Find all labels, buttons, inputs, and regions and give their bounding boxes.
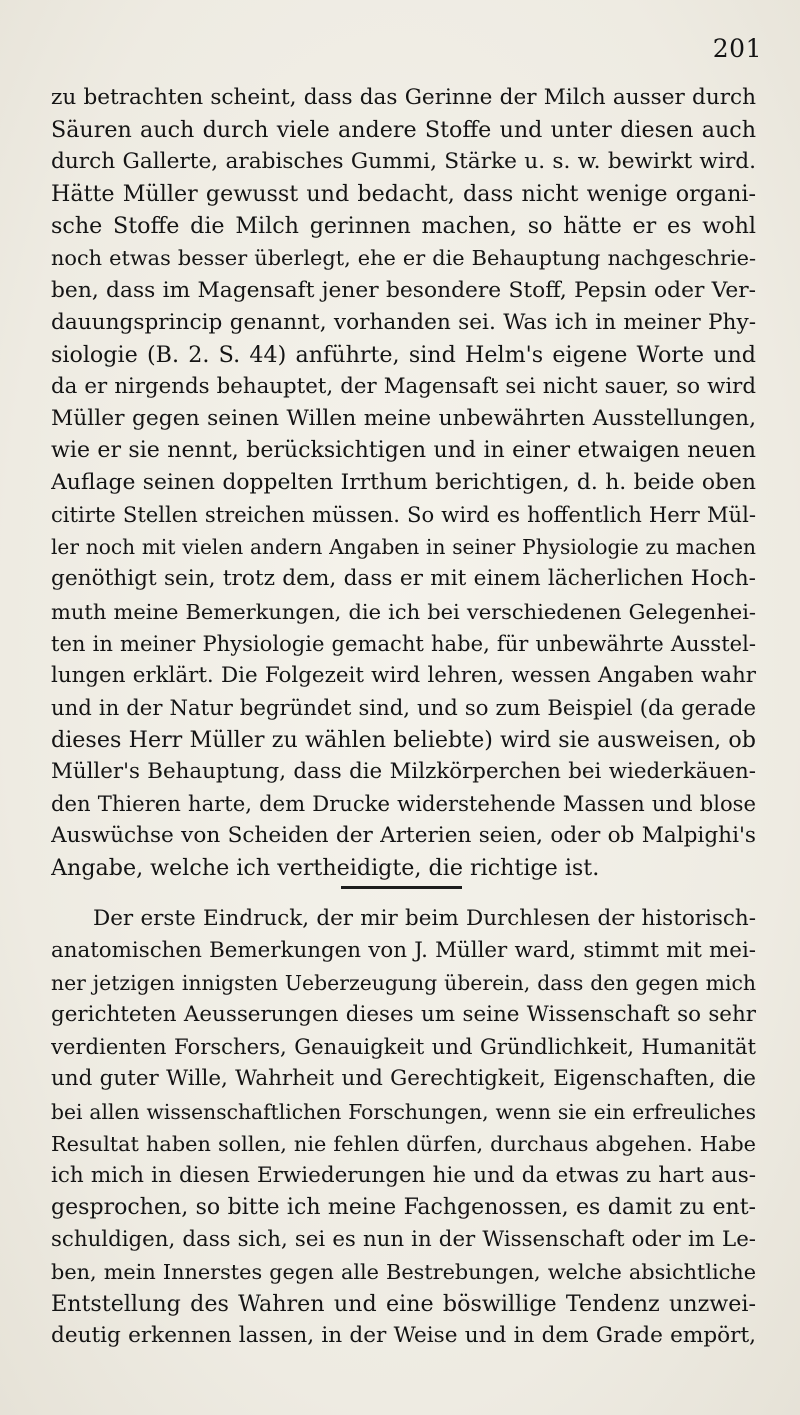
- text-line: Müller's Behauptung, dass die Milzkörperchen bei wiederkäuen-: [51, 758, 756, 784]
- text-line: Müller gegen seinen Willen meine unbewährten Ausstellungen,: [51, 405, 756, 431]
- text-line: Säuren auch durch viele andere Stoffe und unter diesen auch: [51, 117, 756, 144]
- section-divider: [341, 886, 462, 889]
- text-line: dieses Herr Müller zu wählen beliebte) wird sie ausweisen, ob: [51, 726, 756, 753]
- text-line: Hätte Müller gewusst und bedacht, dass nicht wenige organi-: [51, 181, 756, 208]
- text-line: wie er sie nennt, berücksichtigen und in einer etwaigen neuen: [51, 438, 756, 464]
- text-line: bei allen wissenschaftlichen Forschungen, wenn sie ein erfreuliches: [51, 1099, 756, 1124]
- text-line: muth meine Bemerkungen, die ich bei verschiedenen Gelegenhei-: [51, 599, 756, 624]
- text-line: durch Gallerte, arabisches Gummi, Stärke u. s. w. bewirkt wird.: [51, 149, 756, 175]
- text-line: deutig erkennen lassen, in der Weise und in dem Grade empört,: [51, 1323, 756, 1349]
- text-line: schuldigen, dass sich, sei es nun in der Wissenschaft oder im Le-: [51, 1226, 756, 1252]
- paragraph-2: [51, 903, 756, 1352]
- text-line: Angabe, welche ich vertheidigte, die richtige ist.: [51, 855, 600, 882]
- text-line: ler noch mit vielen andern Angaben in seiner Physiologie zu machen: [51, 535, 756, 560]
- text-line: zu betrachten scheint, dass das Gerinne der Milch ausser durch: [51, 85, 756, 110]
- text-line: sche Stoffe die Milch gerinnen machen, so hätte er es wohl: [51, 213, 756, 240]
- page-number: 201: [712, 34, 762, 63]
- text-line: gesprochen, so bitte ich meine Fachgenossen, es damit zu ent-: [51, 1194, 756, 1220]
- text-line: anatomischen Bemerkungen von J. Müller ward, stimmt mit mei-: [51, 938, 756, 964]
- text-line: ben, mein Innerstes gegen alle Bestrebungen, welche absichtliche: [51, 1260, 756, 1285]
- text-line: gerichteten Aeusserungen dieses um seine Wissenschaft so sehr: [51, 1002, 756, 1028]
- paragraph-1: [51, 82, 756, 884]
- text-line: noch etwas besser überlegt, ehe er die Behauptung nachgeschrie-: [51, 246, 756, 271]
- text-line: ten in meiner Physiologie gemacht habe, für unbewährte Ausstel-: [51, 630, 756, 656]
- text-line: citirte Stellen streichen müssen. So wird es hoffentlich Herr Mül-: [51, 502, 756, 528]
- text-line: Entstellung des Wahren und eine böswillige Tendenz unzwei-: [51, 1291, 756, 1318]
- text-line: und in der Natur begründet sind, und so zum Beispiel (da gerade: [51, 694, 756, 720]
- text-line: Auflage seinen doppelten Irrthum berichtigen, d. h. beide oben: [51, 470, 756, 496]
- text-line: dauungsprincip genannt, vorhanden sei. Was ich in meiner Phy-: [51, 309, 756, 335]
- text-line: da er nirgends behauptet, der Magensaft sei nicht sauer, so wird: [51, 373, 756, 399]
- text-line: den Thieren harte, dem Drucke widerstehende Massen und blose: [51, 791, 756, 817]
- text-line: Der erste Eindruck, der mir beim Durchlesen der historisch-: [93, 906, 756, 931]
- text-line: Auswüchse von Scheiden der Arterien seien, oder ob Malpighi's: [51, 823, 756, 849]
- text-line: lungen erklärt. Die Folgezeit wird lehren, wessen Angaben wahr: [51, 662, 756, 688]
- text-line: ich mich in diesen Erwiederungen hie und da etwas zu hart aus-: [51, 1162, 756, 1188]
- text-line: ben, dass im Magensaft jener besondere Stoff, Pepsin oder Ver-: [51, 277, 756, 303]
- text-line: verdienten Forschers, Genauigkeit und Gründlichkeit, Humanität: [51, 1034, 756, 1060]
- text-line: genöthigt sein, trotz dem, dass er mit einem lächerlichen Hoch-: [51, 566, 756, 592]
- text-line: ner jetzigen innigsten Ueberzeugung überein, dass den gegen mich: [51, 971, 756, 996]
- text-line: und guter Wille, Wahrheit und Gerechtigkeit, Eigenschaften, die: [51, 1066, 756, 1092]
- text-line: siologie (B. 2. S. 44) anführte, sind Helm's eigene Worte und: [51, 341, 756, 368]
- text-line: Resultat haben sollen, nie fehlen dürfen, durchaus abgehen. Habe: [51, 1131, 756, 1156]
